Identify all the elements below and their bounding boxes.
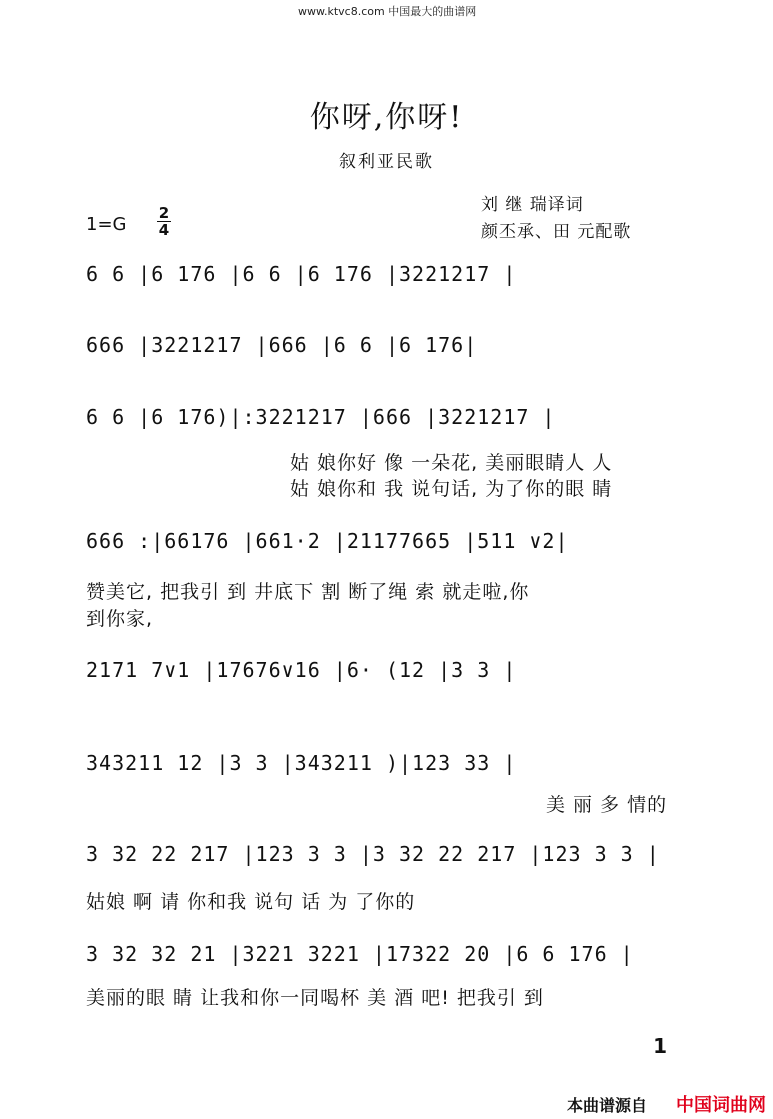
credit-lyricist: 刘 继 瑞译词 (481, 195, 584, 215)
key-signature: 1=G (86, 214, 127, 235)
watermark: www.ktvc8.com 中国最大的曲谱网 (298, 5, 477, 18)
lyric-line-3: 赞美它, 把我引 到 井底下 割 断了绳 索 就走啦,你 (86, 581, 530, 603)
time-signature (157, 205, 171, 238)
staff-line-3: 6 6 |6 176)|:3221217 |666 |3221217 | (86, 405, 556, 429)
footer-site-link[interactable]: 中国词曲网 (676, 1095, 766, 1116)
lyric-line-2: 姑 娘你和 我 说句话, 为了你的眼 睛 (290, 478, 613, 500)
staff-line-7: 3 32 22 217 |123 3 3 |3 32 22 217 |123 3 3 | (86, 842, 660, 866)
page-number: 1 (653, 1034, 667, 1058)
staff-line-6: 343211 12 |3 3 |343211 )|123 33 | (86, 751, 517, 775)
lyric-line-5: 美 丽 多 情的 (546, 794, 668, 816)
staff-line-5: 2171 7∨1 |17676∨16 |6· (12 |3 3 | (86, 658, 517, 682)
staff-line-1: 6 6 |6 176 |6 6 |6 176 |3221217 | (86, 262, 517, 286)
footer-source: 本曲谱源自 (567, 1096, 648, 1115)
song-title: 你呀,你呀! (309, 100, 464, 135)
lyric-line-1: 姑 娘你好 像 一朵花, 美丽眼睛人 人 (290, 452, 613, 474)
staff-line-2: 666 |3221217 |666 |6 6 |6 176| (86, 333, 478, 357)
staff-line-8: 3 32 32 21 |3221 3221 |17322 20 |6 6 176 | (86, 942, 634, 966)
lyric-line-6: 姑娘 啊 请 你和我 说句 话 为 了你的 (86, 891, 416, 913)
lyric-line-4: 到你家, (86, 608, 154, 630)
lyric-line-7: 美丽的眼 睛 让我和你一同喝杯 美 酒 吧! 把我引 到 (86, 987, 544, 1009)
credit-arranger: 颜丕承、田 元配歌 (481, 222, 632, 242)
staff-line-4: 666 :|66176 |661·2 |21177665 |511 ∨2| (86, 529, 569, 553)
meter-bottom: 4 (158, 221, 170, 239)
song-subtitle: 叙利亚民歌 (339, 152, 434, 172)
meter-top: 2 (158, 204, 170, 222)
